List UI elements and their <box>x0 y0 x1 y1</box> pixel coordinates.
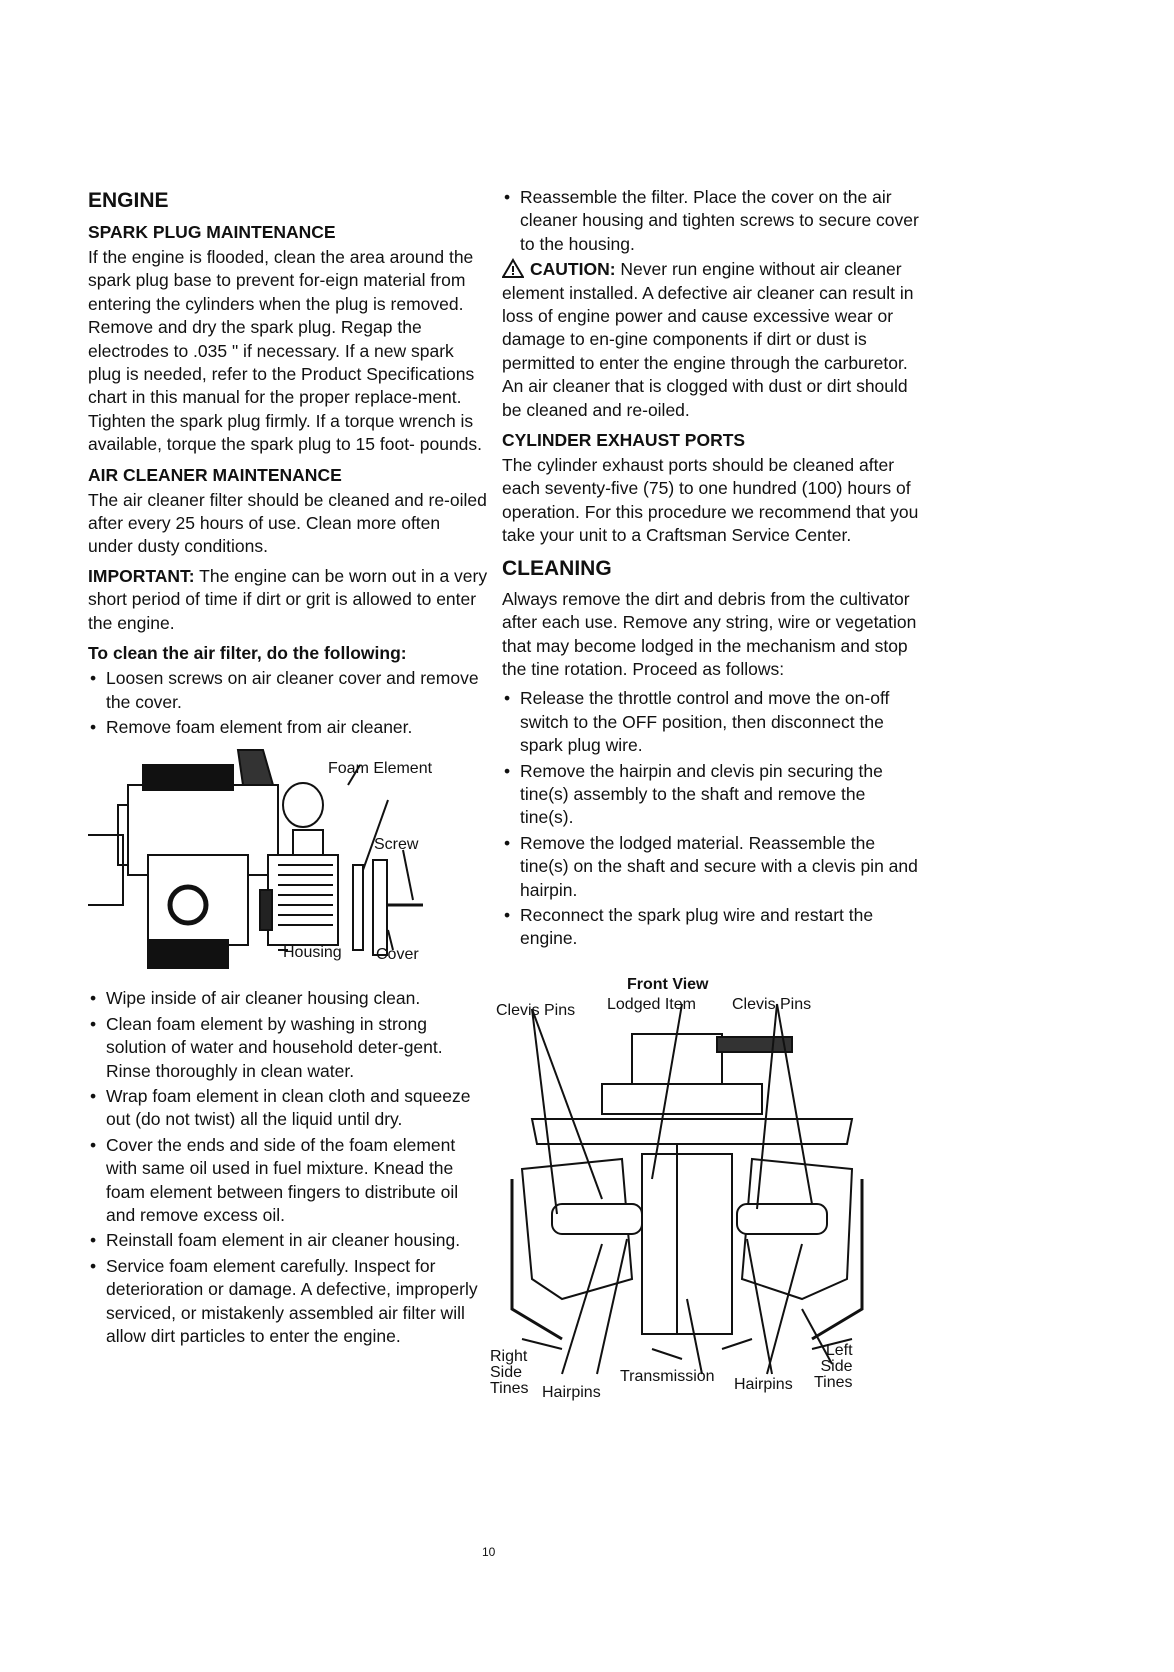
label-right-side-tines: Right Side Tines <box>490 1347 529 1397</box>
air-cleaner-text: The air cleaner filter should be cleaned and re-oiled after every 25 hours of use. Clean more often under dusty conditions. <box>88 489 487 557</box>
front-view-figure <box>490 975 922 1419</box>
list-item: • Reinstall foam element in air cleaner housing. <box>88 1229 488 1252</box>
steps-list-a <box>88 667 488 739</box>
spark-plug-heading: SPARK PLUG MAINTENANCE <box>88 222 336 242</box>
list-item: • Wipe inside of air cleaner housing clean. <box>88 987 488 1010</box>
important-text: The engine can be worn out in a very short period of time if dirt or grit is allowed to enter the engine. <box>88 565 488 633</box>
list-item: • Remove the hairpin and clevis pin securing the tine(s) assembly to the shaft and remove the tine(s). <box>502 760 922 830</box>
label-cover: Cover <box>376 946 419 964</box>
cleaning-text: Always remove the dirt and debris from the cultivator after each use. Remove any string, wire or vegetation that may become lodged in the mechanism and stop the tine rotation. Proceed as follows: <box>502 588 917 679</box>
steps-heading: To clean the air filter, do the following: <box>88 643 407 664</box>
list-item: • Cover the ends and side of the foam element with same oil used in fuel mixture. Knead the foam element between fingers to distribute oil and remove excess oil. <box>88 1134 488 1228</box>
air-cleaner-heading: AIR CLEANER MAINTENANCE <box>88 464 342 485</box>
exhaust-heading: CYLINDER EXHAUST PORTS <box>502 430 746 451</box>
page-number: 10 <box>482 1545 496 1559</box>
left-column <box>88 188 488 1350</box>
list-item: • Remove foam element from air cleaner. <box>88 716 488 739</box>
cleaning-title: CLEANING <box>502 556 612 580</box>
caution-label: CAUTION: <box>530 259 616 280</box>
important-note <box>88 565 488 635</box>
list-item: • Reconnect the spark plug wire and restart the engine. <box>502 904 922 951</box>
list-item: • Release the throttle control and move the on-off switch to the OFF position, then disconnect the spark plug wire. <box>502 687 922 757</box>
label-housing: Housing <box>283 944 342 962</box>
label-clevis-pins-left: Clevis Pins <box>496 1001 576 1019</box>
right-column <box>490 186 922 1425</box>
important-label: IMPORTANT: <box>88 565 195 586</box>
list-item: • Service foam element carefully. Inspect for deterioration or damage. A defective, improperly serviced, or mistakenly assembled air filter will allow dirt particles to enter the engine. <box>88 1255 488 1349</box>
label-clevis-pins-right: Clevis Pins <box>732 995 812 1013</box>
caution-text: Never run engine without air cleaner element installed. A defective air cleaner can result in loss of engine power and cause excessive wear or damage to en-gine components if dirt or dust is permitted to enter the engine through the carburetor. An air cleaner that is clogged with dust or dirt should be cleaned and re-oiled. <box>502 259 914 420</box>
list-item: • Wrap foam element in clean cloth and squeeze out (do not twist) all the liquid until dry. <box>88 1085 488 1132</box>
caution-note <box>502 258 922 422</box>
label-transmission: Transmission <box>620 1367 715 1385</box>
list-item: • Reassemble the filter. Place the cover on the air cleaner housing and tighten screws to secure cover to the housing. <box>502 186 922 256</box>
label-screw: Screw <box>374 836 419 854</box>
label-hairpins-right: Hairpins <box>734 1375 793 1393</box>
exhaust-text: The cylinder exhaust ports should be cleaned after each seventy-five (75) to one hundred (100) hours of operation. For this procedure we recommend that you take your unit to a Craftsman Service Center. <box>502 455 919 546</box>
list-item: • Clean foam element by washing in strong solution of water and household deter-gent. Rinse thoroughly in clean water. <box>88 1013 488 1083</box>
figure-title: Front View <box>627 975 709 993</box>
engine-title: ENGINE <box>88 189 169 212</box>
list-item: • Remove the lodged material. Reassemble the tine(s) on the shaft and secure with a clevis pin and hairpin. <box>502 832 922 902</box>
list-item: • Loosen screws on air cleaner cover and remove the cover. <box>88 667 488 714</box>
label-lodged-item: Lodged Item <box>607 995 696 1013</box>
label-foam-element: Foam Element <box>328 760 433 778</box>
steps-list-c <box>502 186 922 256</box>
spark-plug-text: If the engine is flooded, clean the area around the spark plug base to prevent for-eign material from entering the cylinders when the plug is removed. Remove and dry the spark plug. Regap the electrodes to .035 " if necessary. If a new spark plug is needed, refer to the Product Specifications chart in this manual for the proper replace-ment. Tighten the spark plug firmly. If a torque wrench is available, torque the spark plug to 15 foot- pounds. <box>88 247 483 455</box>
label-hairpins-left: Hairpins <box>542 1383 601 1401</box>
warning-triangle-icon <box>502 258 524 278</box>
label-left-side-tines: Left Side Tines <box>814 1341 853 1391</box>
steps-list-b <box>88 987 488 1348</box>
cleaning-steps <box>502 687 922 950</box>
air-cleaner-figure <box>88 745 488 981</box>
